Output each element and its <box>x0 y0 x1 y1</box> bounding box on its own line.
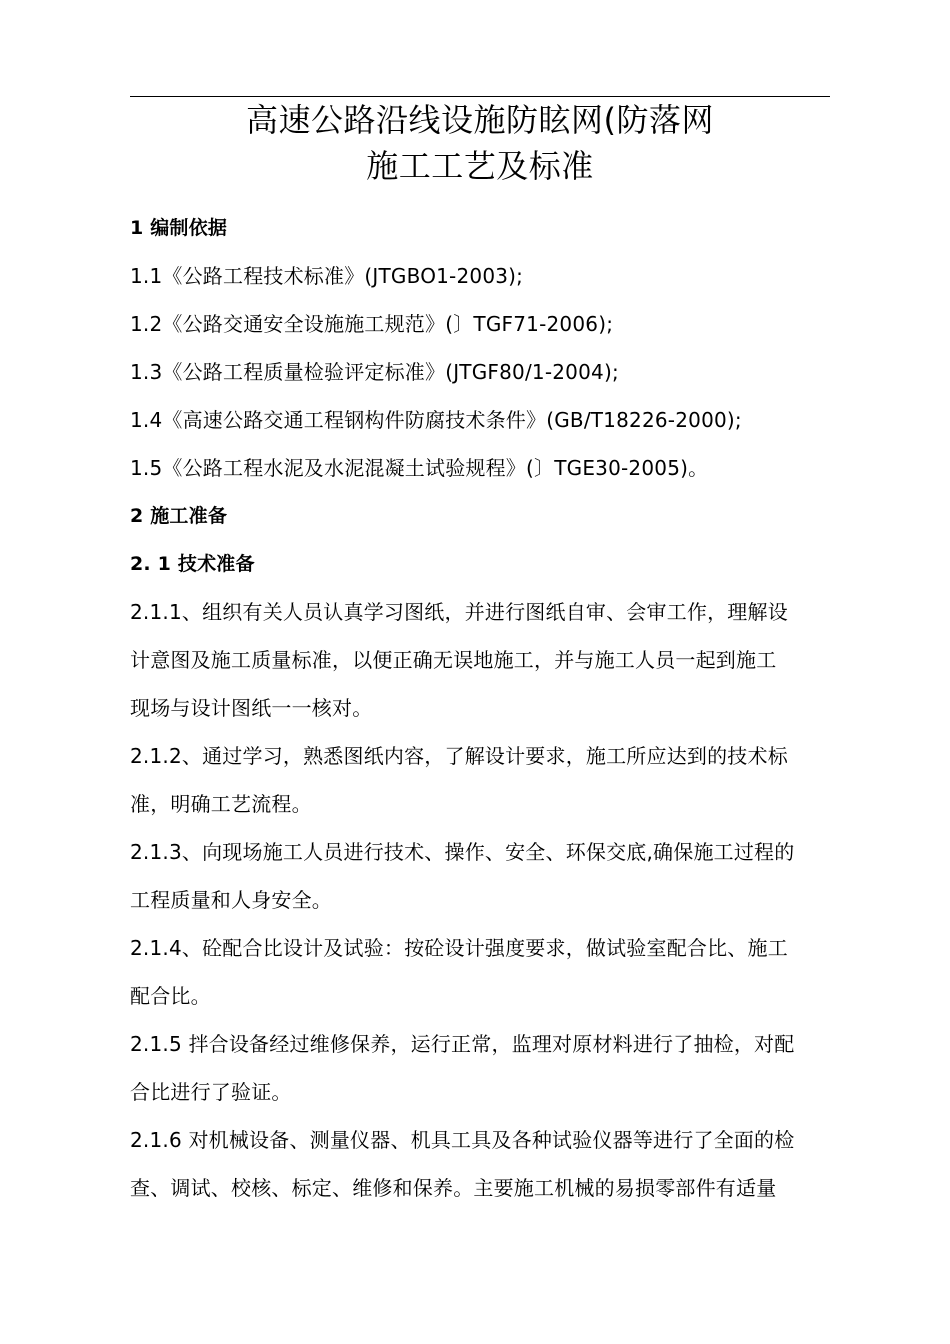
paragraph-line: 2.1.3、向现场施工人员进行技术、操作、安全、环保交底,确保施工过程的 <box>130 840 795 864</box>
paragraph-line: 查、调试、校核、标定、维修和保养。主要施工机械的易损零部件有适量 <box>130 1176 777 1200</box>
reference-item: 1.4《高速公路交通工程钢构件防腐技术条件》(GB/T18226-2000); <box>130 408 742 432</box>
paragraph-line: 2.1.4、砼配合比设计及试验：按砼设计强度要求，做试验室配合比、施工 <box>130 936 788 960</box>
paragraph-line: 合比进行了验证。 <box>130 1080 292 1104</box>
reference-item: 1.2《公路交通安全设施施工规范》(〕TGF71-2006); <box>130 312 614 336</box>
reference-item: 1.1《公路工程技术标准》(JTGBO1-2003); <box>130 264 524 288</box>
section-heading: 1 编制依据 <box>130 217 228 239</box>
paragraph-line: 2.1.1、组织有关人员认真学习图纸，并进行图纸自审、会审工作，理解设 <box>130 600 788 624</box>
header-rule <box>130 96 830 97</box>
subsection-heading: 2. 1 技术准备 <box>130 553 255 575</box>
paragraph-line: 2.1.2、通过学习，熟悉图纸内容，了解设计要求，施工所应达到的技术标 <box>130 744 788 768</box>
paragraph-line: 准，明确工艺流程。 <box>130 792 312 816</box>
paragraph-line: 现场与设计图纸一一核对。 <box>130 696 373 720</box>
section-heading: 2 施工准备 <box>130 505 228 527</box>
paragraph-line: 配合比。 <box>130 984 211 1008</box>
reference-item: 1.5《公路工程水泥及水泥混凝土试验规程》(〕TGE30-2005)。 <box>130 456 709 480</box>
paragraph-line: 工程质量和人身安全。 <box>130 888 332 912</box>
paragraph-line: 2.1.5 拌合设备经过维修保养，运行正常，监理对原材料进行了抽检，对配 <box>130 1032 795 1056</box>
document-title-line-1: 高速公路沿线设施防眩网(防落网 <box>246 101 714 139</box>
paragraph-line: 2.1.6 对机械设备、测量仪器、机具工具及各种试验仪器等进行了全面的检 <box>130 1128 795 1152</box>
paragraph-line: 计意图及施工质量标准，以便正确无误地施工，并与施工人员一起到施工 <box>130 648 777 672</box>
reference-item: 1.3《公路工程质量检验评定标准》(JTGF80/1-2004); <box>130 360 619 384</box>
document-title-line-2: 施工工艺及标准 <box>366 147 594 185</box>
